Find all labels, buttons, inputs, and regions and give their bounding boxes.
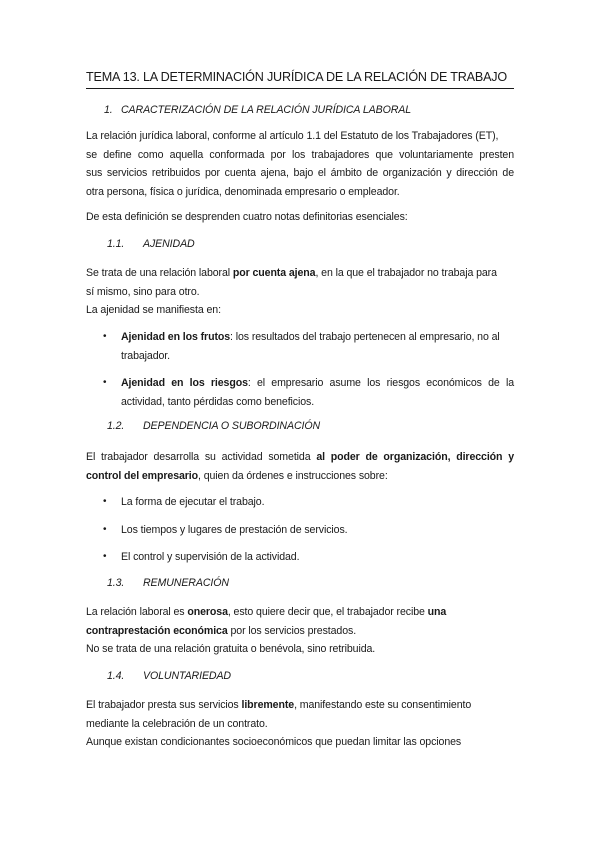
ajenidad-paragraph: [86, 264, 514, 320]
text-run: El trabajador desarrolla su actividad sometida: [86, 451, 317, 463]
bullet-icon: •: [103, 524, 107, 535]
bold-term: una: [427, 606, 447, 618]
bold-term: Ajenidad en los riesgos: [121, 377, 248, 389]
bold-term: libremente: [241, 699, 295, 711]
text-line: El control y supervisión de la actividad.: [121, 551, 300, 563]
subsection-number: 1.1.: [107, 238, 125, 250]
text-run: : el empresario asume los riesgos económicos de la: [247, 377, 514, 389]
bullet-icon: •: [103, 377, 107, 388]
subsection-heading-text: REMUNERACIÓN: [143, 577, 229, 589]
subsection-heading-1-1: [107, 238, 195, 250]
text-line: No se trata de una relación gratuita o benévola, sino retribuida.: [86, 643, 376, 655]
text-line: Los tiempos y lugares de prestación de servicios.: [121, 524, 348, 536]
subsection-heading-1-3: [107, 577, 229, 589]
subsection-heading-1-4: [107, 670, 231, 682]
subsection-number: 1.2.: [107, 420, 125, 432]
bold-term: control del empresario: [86, 469, 199, 482]
text-run: por los servicios prestados.: [227, 624, 357, 637]
section-number: 1.: [104, 104, 113, 116]
bold-term: contraprestación económica: [86, 624, 228, 637]
subsection-heading-text: VOLUNTARIEDAD: [143, 670, 231, 682]
document-title: TEMA 13. LA DETERMINACIÓN JURÍDICA DE LA RELACIÓN DE TRABAJO: [86, 70, 514, 89]
text-line: mediante la celebración de un contrato.: [86, 717, 268, 730]
text-run: La relación laboral es: [86, 606, 188, 618]
text-line: actividad, tanto pérdidas como beneficios.: [121, 395, 315, 408]
dependencia-paragraph: [86, 448, 514, 485]
subsection-heading-text: AJENIDAD: [143, 238, 195, 250]
section-heading-1: [104, 104, 411, 116]
bold-term: al poder de organización, dirección y: [316, 451, 514, 463]
notes-intro-paragraph: [86, 208, 514, 227]
article-reference: 1.1: [306, 130, 321, 142]
bullet-icon: •: [103, 496, 107, 507]
subsection-heading-1-2: [107, 420, 320, 432]
bullet-icon: •: [103, 551, 107, 562]
text-line: La ajenidad se manifiesta en:: [86, 304, 221, 316]
text-line: trabajador.: [121, 349, 170, 362]
subsection-number: 1.3.: [107, 577, 125, 589]
bold-term: Ajenidad en los frutos: [121, 331, 231, 343]
text-line: otra persona, física o jurídica, denominada empresario o empleador.: [86, 185, 400, 198]
text-line: se define como aquella conformada por los trabajadores que voluntariamente presten: [86, 148, 514, 161]
voluntariedad-paragraph: [86, 696, 514, 752]
subsection-number: 1.4.: [107, 670, 125, 682]
text-run: : los resultados del trabajo pertenecen al empresario, no al: [230, 331, 500, 343]
text-run: del Estatuto de los Trabajadores (ET),: [320, 130, 499, 142]
text-line: De esta definición se desprenden cuatro notas definitorias esenciales:: [86, 211, 408, 223]
text-line: Aunque existan condicionantes socioeconómicos que puedan limitar las opciones: [86, 736, 462, 748]
section-heading-text: CARACTERIZACIÓN DE LA RELACIÓN JURÍDICA LABORAL: [121, 104, 412, 116]
text-line: La forma de ejecutar el trabajo.: [121, 496, 265, 508]
subsection-heading-text: DEPENDENCIA O SUBORDINACIÓN: [143, 420, 321, 432]
bold-term: por cuenta ajena: [232, 267, 316, 279]
bold-term: onerosa: [187, 606, 228, 618]
intro-paragraph: [86, 127, 514, 201]
text-run: La relación jurídica laboral, conforme al artículo: [86, 130, 307, 142]
text-run: , esto quiere decir que, el trabajador recibe: [227, 606, 428, 618]
text-line: sí mismo, sino para otro.: [86, 285, 200, 298]
text-run: , en la que el trabajador no trabaja para: [315, 267, 497, 279]
text-run: Se trata de una relación laboral: [86, 267, 233, 279]
text-run: , manifestando este su consentimiento: [294, 699, 472, 711]
bullet-icon: •: [103, 331, 107, 342]
remuneracion-paragraph: [86, 603, 514, 659]
text-run: El trabajador presta sus servicios: [86, 699, 242, 711]
text-run: , quien da órdenes e instrucciones sobre:: [198, 469, 388, 482]
text-line: sus servicios retribuidos por cuenta ajena, bajo el ámbito de organización y dirección de: [86, 167, 514, 179]
